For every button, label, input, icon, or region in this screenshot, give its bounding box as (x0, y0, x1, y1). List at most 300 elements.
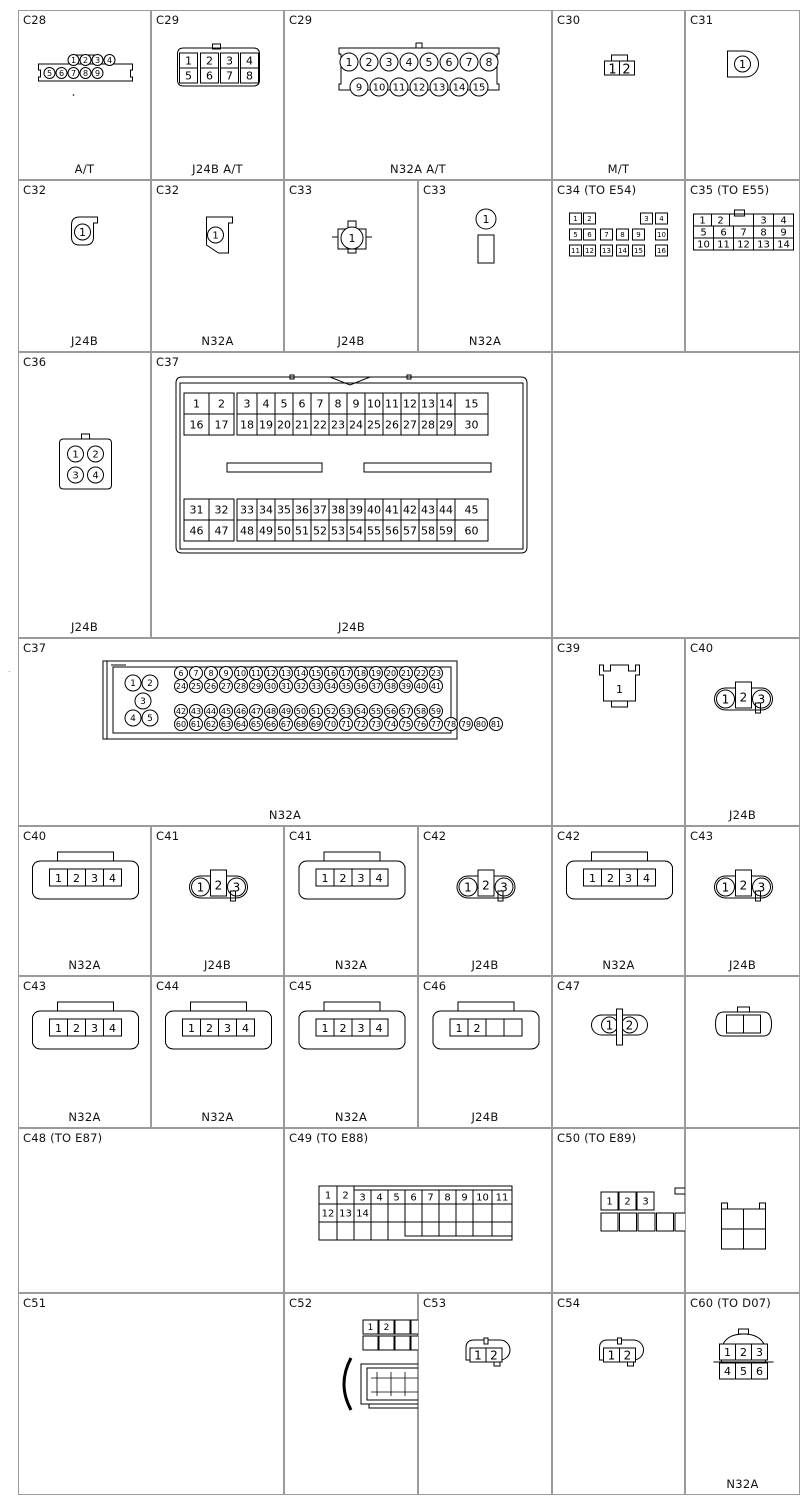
pin-number: 10 (367, 397, 381, 411)
pin-number: 1 (212, 230, 219, 242)
pin-number: 2 (218, 397, 225, 411)
connector-code: C32 (23, 183, 47, 197)
connector-code: C45 (289, 979, 313, 993)
pin-number: 3 (91, 1021, 98, 1035)
pin-number: 12 (737, 239, 750, 251)
pin-number: 13 (339, 1208, 352, 1220)
pin-number: 15 (634, 247, 643, 256)
pin-number: 61 (190, 719, 202, 729)
pin-number: 27 (220, 681, 232, 691)
connector-drawing (19, 827, 152, 977)
connector-shape (716, 1007, 772, 1036)
connector-drawing (419, 1294, 553, 1496)
connector-code: C52 (289, 1296, 313, 1310)
pin-number: 48 (265, 706, 277, 716)
pin-number: 20 (277, 418, 291, 432)
pin-number: 4 (130, 714, 136, 725)
connector-drawing (285, 181, 419, 353)
pin-number: 28 (421, 418, 435, 432)
connector-cell-c41-18 (284, 826, 418, 976)
pin-number: 32 (214, 503, 229, 517)
pin-number: 49 (280, 706, 292, 716)
pin-number: 1 (608, 62, 617, 78)
pin-number: 35 (277, 503, 291, 517)
connector-cell-c29-1 (151, 10, 284, 180)
connector-cell-c33-8 (418, 180, 552, 352)
pin-number: 6 (720, 227, 727, 239)
pin-number: 14 (439, 397, 453, 411)
pin-number: 7 (226, 69, 233, 83)
empty-cell (685, 1128, 800, 1293)
connector-variant-caption: N32A (68, 958, 101, 972)
pin-number: 74 (385, 719, 397, 729)
pin-number: 12 (403, 397, 417, 411)
pin-number: 2 (473, 1021, 481, 1035)
pin-number: 60 (175, 719, 187, 729)
connector-variant-caption: N32A (268, 808, 302, 822)
pin-number: 3 (91, 871, 98, 885)
pin-number: 46 (189, 524, 204, 538)
pin-number: 23 (430, 668, 442, 678)
pin-number: 3 (224, 1021, 231, 1035)
pin-number: 1 (321, 1021, 329, 1035)
pin-number: 38 (331, 503, 345, 517)
pin-number: 10 (476, 1192, 489, 1204)
connector-shape (567, 852, 673, 899)
connector-code: C43 (23, 979, 47, 993)
connector-variant-caption: N32A (602, 958, 635, 972)
connector-code: C31 (690, 13, 714, 27)
pin-number: 2 (607, 871, 614, 885)
connector-variant-caption: N32A (334, 1110, 368, 1124)
pin-number: 2 (73, 1021, 80, 1035)
connector-cell-c44-23 (151, 976, 284, 1128)
connector-cell-c40-15 (685, 638, 800, 826)
connector-drawing (19, 639, 553, 827)
connector-shape (715, 682, 773, 713)
pin-number: 3 (357, 1021, 365, 1035)
pin-number: 47 (214, 524, 229, 538)
pin-number: 1 (196, 880, 205, 895)
connector-shape (178, 44, 260, 86)
pin-number: 2 (482, 878, 490, 893)
pin-number: 44 (439, 503, 453, 517)
connector-variant-caption: N32A A/T (390, 162, 446, 176)
pin-number: 7 (465, 55, 473, 69)
pin-number: 3 (243, 397, 251, 411)
pin-number: 6 (178, 668, 184, 678)
pin-number: 5 (147, 714, 153, 725)
connector-variant-caption: N32A (201, 334, 234, 348)
pin-number: 5 (46, 68, 53, 78)
pin-number: 9 (94, 68, 101, 78)
pin-number: 21 (295, 418, 309, 432)
pin-number: 52 (313, 524, 327, 538)
connector-drawing (285, 977, 419, 1129)
pin-number: 2 (490, 1348, 498, 1363)
connector-shape (72, 217, 98, 245)
pin-number: 37 (370, 681, 382, 691)
pin-number: 17 (214, 418, 229, 432)
pin-number: 40 (415, 681, 427, 691)
connector-shape (466, 1338, 510, 1366)
pin-number: 25 (367, 418, 381, 432)
connector-shape (299, 852, 405, 899)
pin-number: 19 (370, 668, 382, 678)
pin-number: 2 (740, 1345, 747, 1359)
connector-code: C28 (23, 13, 47, 27)
pin-number: 67 (280, 719, 292, 729)
connector-drawing (686, 1129, 801, 1294)
pin-number: 7 (604, 231, 609, 240)
pin-number: 2 (624, 1196, 631, 1208)
pin-number: 3 (232, 880, 241, 895)
pin-number: 4 (780, 215, 787, 227)
pin-number: 8 (760, 227, 767, 239)
connector-drawing (686, 1294, 801, 1496)
pin-number: 8 (485, 55, 493, 69)
pin-number: 79 (460, 719, 472, 729)
pin-number: 13 (602, 247, 611, 256)
connector-code: C41 (156, 829, 180, 843)
pin-number: 16 (325, 668, 337, 678)
connector-code: C54 (557, 1296, 581, 1310)
connector-code: C33 (289, 183, 313, 197)
connector-drawing (19, 1129, 285, 1294)
connector-cell-c51-32 (18, 1293, 284, 1495)
pin-number: 1 (739, 57, 746, 71)
pin-number: 3 (756, 1345, 763, 1359)
pin-number: 2 (622, 62, 631, 78)
connector-shape (728, 51, 759, 77)
connector-drawing (152, 827, 285, 977)
connector-cell-c50-to-e89-30 (552, 1128, 685, 1293)
pin-number: 27 (403, 418, 417, 432)
pin-number: 29 (439, 418, 453, 432)
connector-drawing (553, 827, 686, 977)
pin-number: 6 (58, 68, 65, 78)
pin-number: 34 (325, 681, 337, 691)
pin-number: 75 (400, 719, 412, 729)
pin-number: 9 (352, 397, 360, 411)
pin-number: 2 (739, 878, 748, 893)
pin-number: 49 (259, 524, 273, 538)
connector-cell-c53-34 (418, 1293, 552, 1495)
pin-number: 55 (367, 524, 381, 538)
pin-number: 10 (697, 239, 710, 251)
pin-number: 2 (206, 54, 213, 68)
pin-number: 8 (334, 397, 342, 411)
pin-number: 1 (321, 871, 329, 885)
pin-number: 57 (400, 706, 412, 716)
pin-number: 51 (310, 706, 322, 716)
connector-shape (319, 1186, 512, 1240)
pin-number: 10 (372, 82, 386, 94)
connector-drawing (419, 181, 553, 353)
pin-number: 39 (400, 681, 412, 691)
pin-number: 3 (357, 871, 365, 885)
pin-number: 68 (295, 719, 307, 729)
pin-number: 3 (359, 1192, 366, 1204)
pin-number: 22 (415, 668, 427, 678)
pin-number: 6 (410, 1192, 417, 1204)
pin-number: 34 (259, 503, 273, 517)
pin-number: 70 (325, 719, 337, 729)
pin-number: 54 (349, 524, 363, 538)
pin-number: 13 (280, 668, 292, 678)
connector-drawing (19, 977, 152, 1129)
pin-number: 18 (240, 418, 254, 432)
connector-code: C60 (TO D07) (690, 1296, 771, 1310)
connector-shape (176, 375, 527, 553)
pin-number: 4 (242, 1021, 249, 1035)
pin-number: 3 (757, 692, 766, 707)
pin-number: 1 (464, 880, 472, 895)
pin-number: 4 (109, 871, 116, 885)
pin-number: 2 (739, 690, 748, 705)
pin-number: 2 (147, 679, 153, 690)
pin-number: 5 (185, 69, 192, 83)
pin-number: 14 (618, 247, 627, 256)
connector-code: C33 (423, 183, 447, 197)
connector-drawing (686, 639, 801, 827)
connector-code: C44 (156, 979, 180, 993)
stray-mark: . (8, 665, 11, 674)
connector-shape (600, 665, 640, 707)
connector-code: C43 (690, 829, 714, 843)
pin-number: 1 (130, 679, 136, 690)
pin-number: 52 (325, 706, 337, 716)
pin-number: 14 (777, 239, 790, 251)
pin-number: 2 (73, 871, 80, 885)
pin-number: 1 (699, 215, 706, 227)
connector-shape (433, 1002, 539, 1049)
pin-number: 8 (82, 68, 89, 78)
pin-number: 48 (240, 524, 254, 538)
pin-number: 58 (421, 524, 435, 538)
pin-number: 41 (385, 503, 399, 517)
pin-number: 1 (455, 1021, 463, 1035)
connector-code: C48 (TO E87) (23, 1131, 103, 1145)
pin-number: 33 (310, 681, 322, 691)
pin-number: 26 (205, 681, 217, 691)
pin-number: 1 (55, 1021, 62, 1035)
pin-number: 14 (356, 1208, 369, 1220)
pin-number: 2 (623, 1348, 632, 1363)
connector-shape (39, 55, 133, 96)
pin-number: 43 (421, 503, 435, 517)
connector-shape (207, 217, 233, 253)
connector-cell-c31-4 (685, 10, 800, 180)
pin-number: 10 (235, 668, 247, 678)
pin-number: 13 (757, 239, 770, 251)
pin-number: 3 (500, 880, 508, 895)
pin-number: 72 (355, 719, 367, 729)
connector-variant-caption: N32A (726, 1477, 759, 1491)
pin-number: 57 (403, 524, 417, 538)
pin-number: 62 (205, 719, 217, 729)
connector-drawing (19, 1294, 285, 1496)
connector-shape (103, 661, 503, 739)
pin-number: 4 (376, 1192, 383, 1204)
connector-code: C29 (156, 13, 180, 27)
connector-shape (299, 1002, 405, 1049)
pin-number: 80 (475, 719, 487, 729)
pin-number: 43 (190, 706, 202, 716)
pin-number: 4 (375, 1021, 383, 1035)
pin-number: 9 (780, 227, 787, 239)
connector-drawing (152, 11, 285, 181)
connector-shape (33, 852, 139, 899)
connector-cell-c48-to-e87-28 (18, 1128, 284, 1293)
connector-cell-c43-22 (18, 976, 151, 1128)
connector-cell-c29-2 (284, 10, 552, 180)
pin-number: 7 (70, 68, 77, 78)
pin-number: 1 (55, 871, 62, 885)
pin-number: 7 (740, 227, 747, 239)
pin-number: 12 (585, 247, 594, 256)
connector-cell-c49-to-e88-29 (284, 1128, 552, 1293)
connector-variant-caption: J24B (728, 958, 757, 972)
pin-number: 14 (295, 668, 307, 678)
pin-number: 60 (464, 524, 479, 538)
pin-number: 6 (298, 397, 306, 411)
empty-cell (552, 352, 800, 638)
connector-cell-c36-11 (18, 352, 151, 638)
pin-number: 42 (403, 503, 417, 517)
pin-number: 71 (340, 719, 352, 729)
pin-number: 2 (625, 1018, 634, 1033)
connector-code: C42 (423, 829, 447, 843)
pin-number: 56 (385, 706, 397, 716)
connector-cell-c42-20 (552, 826, 685, 976)
connector-code: C47 (557, 979, 581, 993)
pin-number: 3 (760, 215, 767, 227)
pin-number: 1 (482, 212, 490, 226)
connector-variant-caption: J24B (70, 620, 99, 634)
pin-number: 73 (370, 719, 382, 729)
connector-shape (33, 1002, 139, 1049)
pin-number: 3 (625, 871, 632, 885)
connector-drawing (553, 639, 686, 827)
connector-variant-caption: J24B (728, 808, 757, 822)
pin-number: 11 (717, 239, 730, 251)
pin-number: 6 (206, 69, 213, 83)
pin-number: 81 (490, 719, 502, 729)
connector-code: C42 (557, 829, 581, 843)
pin-number: 36 (295, 503, 309, 517)
connector-shape (476, 209, 496, 263)
pin-number: 14 (452, 82, 466, 94)
connector-shape (722, 1203, 766, 1249)
pin-number: 28 (235, 681, 247, 691)
connector-drawing (152, 977, 285, 1129)
pin-number: 1 (721, 692, 730, 707)
pin-number: 13 (421, 397, 435, 411)
connector-code: C34 (TO E54) (557, 183, 637, 197)
pin-number: 5 (280, 397, 288, 411)
pin-number: 1 (606, 1196, 613, 1208)
pin-number: 6 (445, 55, 453, 69)
pin-number: 2 (587, 215, 592, 224)
pin-number: 19 (259, 418, 273, 432)
connector-drawing (553, 977, 686, 1129)
connector-cell-c39-14 (552, 638, 685, 826)
pin-number: 50 (295, 706, 307, 716)
pin-number: 18 (355, 668, 367, 678)
connector-shape (339, 43, 499, 96)
pin-number: 53 (340, 706, 352, 716)
connector-shape (714, 1329, 774, 1379)
connector-drawing (285, 1129, 553, 1294)
pin-number: 7 (316, 397, 324, 411)
pin-number: 1 (185, 54, 192, 68)
connector-drawing (419, 827, 553, 977)
pin-number: 76 (415, 719, 427, 729)
pin-number: 5 (700, 227, 707, 239)
connector-drawing (152, 353, 553, 639)
pin-number: 4 (643, 871, 650, 885)
connector-drawing (686, 11, 801, 181)
pin-number: 1 (573, 215, 578, 224)
pin-number: 8 (620, 231, 625, 240)
connector-code: C40 (23, 829, 47, 843)
connector-code: C46 (423, 979, 447, 993)
pin-number: 2 (92, 449, 99, 461)
connector-code: C37 (23, 641, 47, 655)
connector-variant-caption: J24B (203, 958, 232, 972)
connector-shape (694, 210, 794, 251)
pin-number: 40 (367, 503, 381, 517)
pin-number: 12 (412, 82, 426, 94)
pin-number: 4 (92, 470, 99, 482)
pin-number: 33 (240, 503, 254, 517)
pin-number: 69 (310, 719, 322, 729)
pin-number: 4 (262, 397, 270, 411)
pin-number: 51 (295, 524, 309, 538)
pin-number: 15 (310, 668, 322, 678)
connector-code: C41 (289, 829, 313, 843)
connector-cell-c46-25 (418, 976, 552, 1128)
pin-number: 12 (265, 668, 277, 678)
pin-number: 11 (495, 1192, 509, 1204)
connector-shape (190, 870, 248, 901)
pin-number: 30 (265, 681, 277, 691)
connector-variant-caption: M/T (607, 162, 630, 176)
pin-number: 55 (370, 706, 382, 716)
pin-number: 29 (250, 681, 262, 691)
pin-number: 17 (340, 668, 352, 678)
pin-number: 11 (392, 82, 406, 94)
connector-cell-c47-26 (552, 976, 685, 1128)
pin-number: 20 (385, 668, 397, 678)
connector-shape (60, 434, 112, 489)
pin-number: 47 (250, 706, 262, 716)
connector-drawing (686, 977, 801, 1129)
pin-number: 45 (220, 706, 232, 716)
connector-cell-c32-5 (18, 180, 151, 352)
connector-variant-caption: J24B (337, 620, 366, 634)
pin-number: 11 (571, 247, 580, 256)
connector-cell-c37-13 (18, 638, 552, 826)
connector-drawing (152, 181, 285, 353)
pin-number: 3 (644, 215, 649, 224)
pin-number: 2 (214, 878, 223, 893)
connector-code: C40 (690, 641, 714, 655)
pin-number: 3 (757, 880, 766, 895)
pin-number: 1 (616, 682, 623, 696)
pin-number: 65 (250, 719, 262, 729)
